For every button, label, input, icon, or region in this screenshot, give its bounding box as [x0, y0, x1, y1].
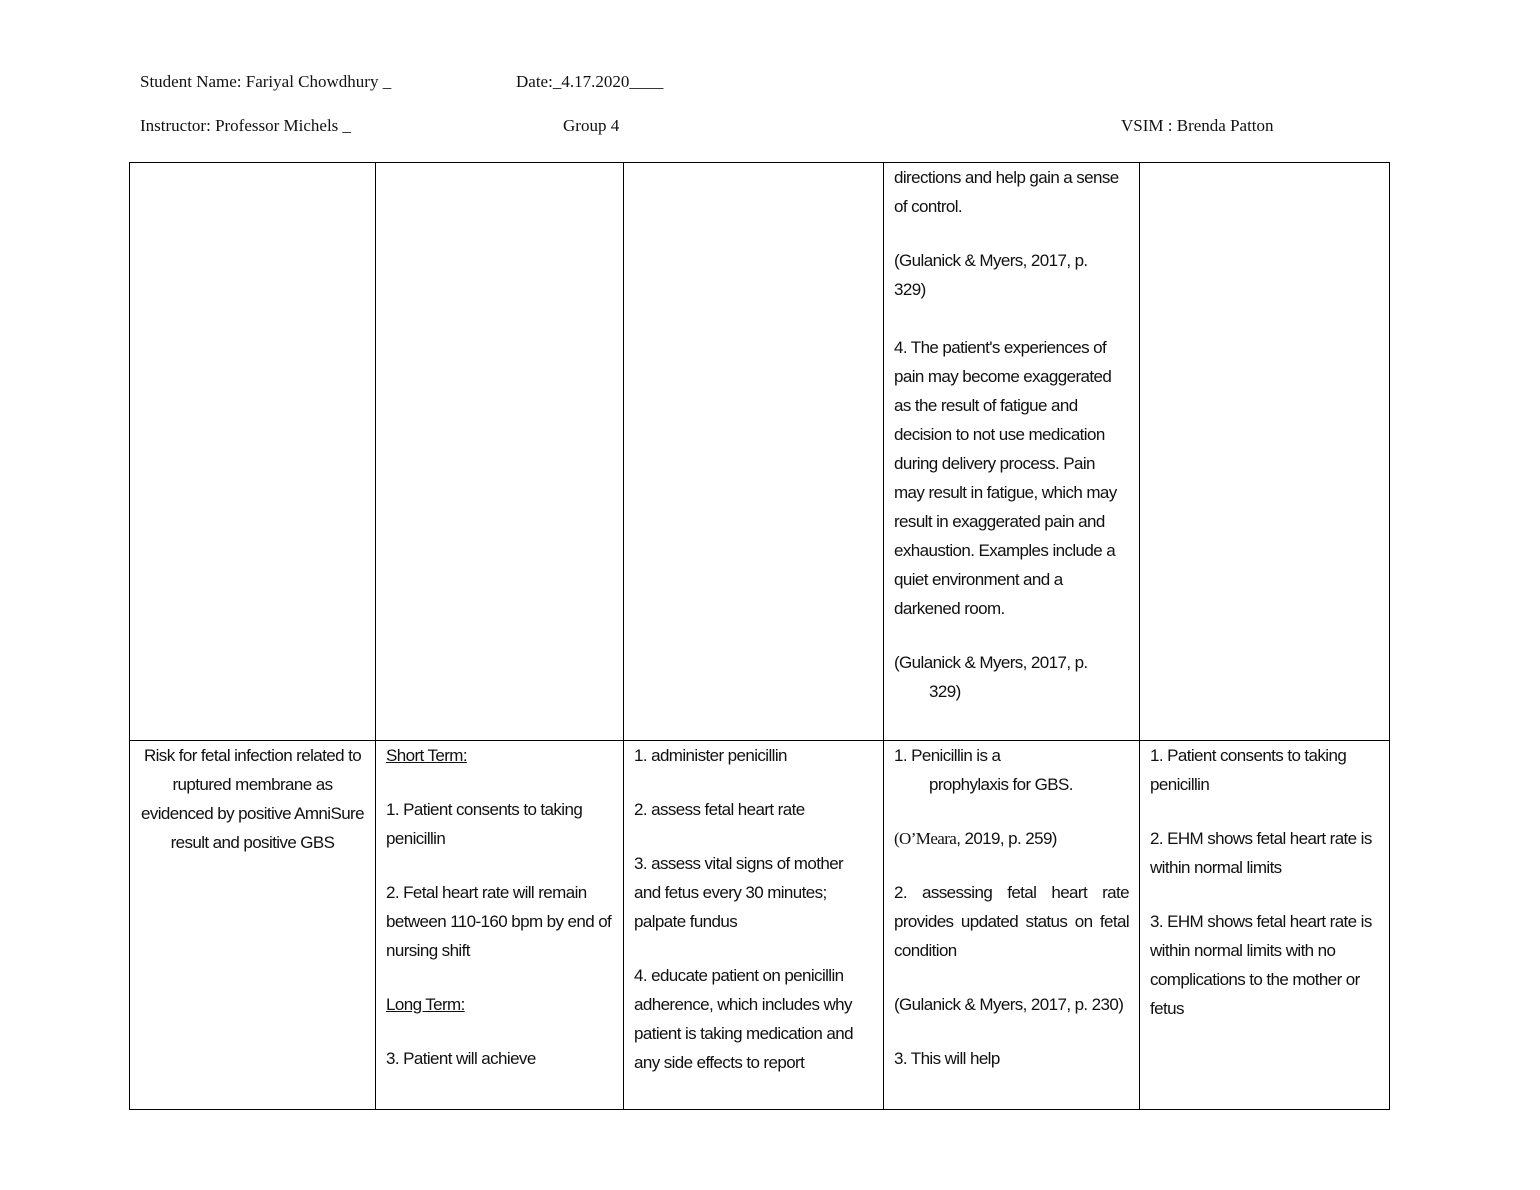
- rationale-item: 3. This will help: [894, 1049, 1000, 1068]
- diagnosis-cell: [130, 163, 376, 741]
- long-term-label: Long Term:: [386, 995, 465, 1014]
- student-name: Student Name: Fariyal Chowdhury _: [140, 72, 392, 91]
- citation: (Gulanick & Myers, 2017, p.: [894, 653, 1088, 672]
- evaluation-item: 2. EHM shows fetal heart rate is within normal limits: [1150, 829, 1372, 877]
- table-row: [130, 163, 1390, 741]
- goal-item: 3. Patient will achieve: [386, 1049, 536, 1068]
- short-term-label: Short Term:: [386, 746, 467, 765]
- rationale-text: 4. The patient's experiences of pain may become exaggerated as the result of fatigue and decision to not use medication during delivery process. Pain may result in fatigue, which may result in exaggerated pain and exhaustion. Examples include a quiet environment and a darkened room.: [894, 338, 1117, 618]
- evaluation-item: 1. Patient consents to taking penicillin: [1150, 746, 1347, 794]
- goals-cell: [376, 741, 624, 1110]
- date: Date:_4.17.2020____: [516, 72, 664, 91]
- rationale-cell: [884, 741, 1140, 1110]
- citation-page: 329): [894, 280, 926, 299]
- nursing-diagnosis: Risk for fetal infection related to ruptured membrane as evidenced by positive AmniSure result and positive GBS: [141, 746, 364, 852]
- intervention-item: 3. assess vital signs of mother and fetus every 30 minutes; palpate fundus: [634, 854, 844, 931]
- instructor: Instructor: Professor Michels _: [140, 116, 352, 135]
- rationale-text: directions and help gain a sense of control.: [894, 168, 1119, 216]
- goals-cell: [376, 163, 624, 741]
- diagnosis-cell: [130, 741, 376, 1110]
- care-plan-table: [129, 162, 1390, 1110]
- rationale-item: 1. Penicillin is a: [894, 746, 1001, 765]
- rationale-cell: [884, 163, 1140, 741]
- rationale-item: 2. assessing fetal heart rate provides updated status on fetal condition: [894, 883, 1129, 960]
- evaluation-cell: [1140, 163, 1390, 741]
- intervention-item: 4. educate patient on penicillin adherence, which includes why patient is taking medication and any side effects to report: [634, 966, 853, 1072]
- interventions-cell: [624, 163, 884, 741]
- citation-author: (O’Meara: [894, 829, 957, 848]
- evaluation-cell: [1140, 741, 1390, 1110]
- citation-page: 329): [929, 682, 961, 701]
- citation: (Gulanick & Myers, 2017, p.: [894, 251, 1088, 270]
- vsim-patient: VSIM : Brenda Patton: [1121, 116, 1274, 135]
- intervention-item: 2. assess fetal heart rate: [634, 800, 805, 819]
- goal-item: 2. Fetal heart rate will remain between 110-160 bpm by end of nursing shift: [386, 883, 612, 960]
- citation-rest: , 2019, p. 259): [956, 829, 1057, 848]
- citation: (Gulanick & Myers, 2017, p. 230): [894, 995, 1124, 1014]
- evaluation-item: 3. EHM shows fetal heart rate is within normal limits with no complications to the mother or fetus: [1150, 912, 1372, 1018]
- goal-item: 1. Patient consents to taking penicillin: [386, 800, 583, 848]
- table-row: [130, 741, 1390, 1110]
- group: Group 4: [563, 116, 620, 135]
- interventions-cell: [624, 741, 884, 1110]
- intervention-item: 1. administer penicillin: [634, 746, 787, 765]
- citation: [894, 824, 1129, 853]
- rationale-item-cont: prophylaxis for GBS.: [929, 775, 1073, 794]
